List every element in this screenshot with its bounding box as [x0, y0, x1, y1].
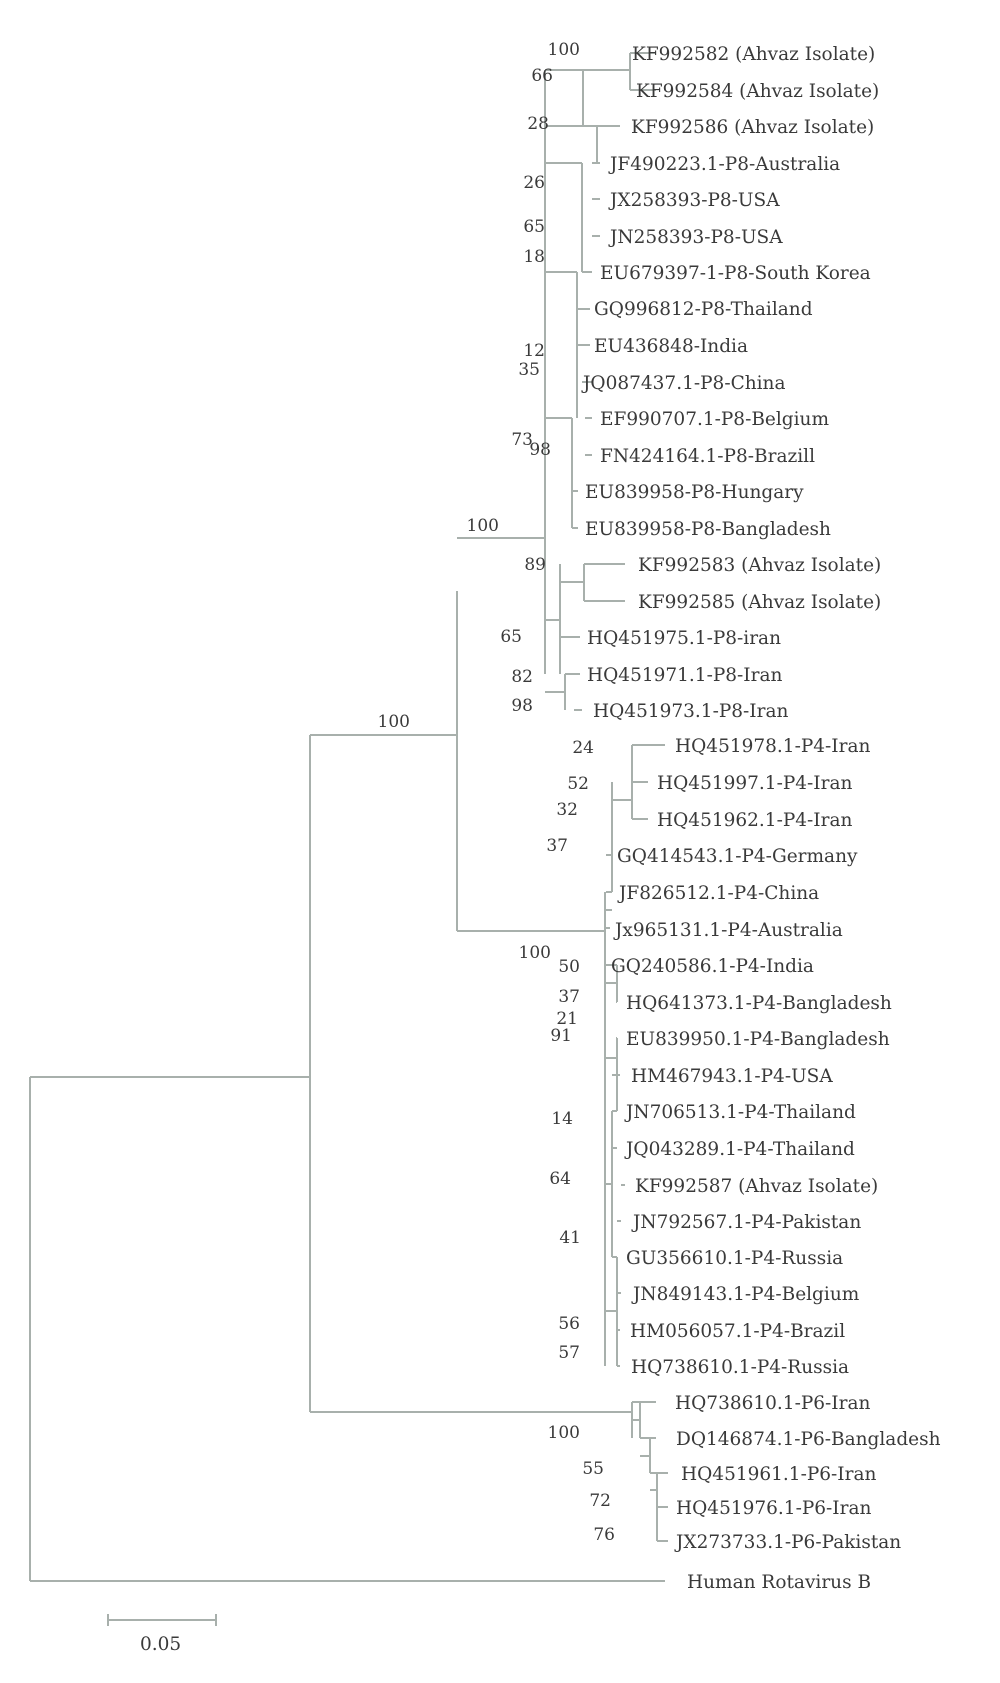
scale-bar — [108, 1614, 216, 1655]
taxon-label: JN706513.1-P4-Thailand — [626, 1102, 856, 1123]
taxon-label: HQ451971.1-P8-Iran — [587, 665, 783, 686]
bootstrap-value: 64 — [549, 1169, 571, 1189]
bootstrap-value: 24 — [572, 738, 594, 758]
taxon-label: GU356610.1-P4-Russia — [626, 1248, 844, 1269]
bootstrap-value: 12 — [523, 341, 545, 361]
bootstrap-value: 32 — [556, 800, 578, 820]
taxon-label: JF490223.1-P8-Australia — [610, 154, 841, 175]
taxon-label: KF992585 (Ahvaz Isolate) — [638, 592, 882, 613]
bootstrap-value: 21 — [556, 1009, 578, 1029]
taxon-label: HQ641373.1-P4-Bangladesh — [626, 993, 892, 1014]
taxon-label: HQ451976.1-P6-Iran — [676, 1498, 872, 1519]
bootstrap-value: 37 — [558, 987, 580, 1007]
bootstrap-value: 37 — [546, 836, 568, 856]
bootstrap-value: 82 — [511, 667, 533, 687]
taxon-label: HM056057.1-P4-Brazil — [630, 1321, 846, 1342]
bootstrap-value: 76 — [593, 1525, 615, 1545]
taxon-label: HQ451961.1-P6-Iran — [681, 1464, 877, 1485]
bootstrap-value: 100 — [518, 943, 551, 963]
bootstrap-value: 14 — [551, 1109, 573, 1129]
taxon-label: GQ414543.1-P4-Germany — [617, 846, 858, 867]
taxon-label: KF992583 (Ahvaz Isolate) — [638, 555, 882, 576]
bootstrap-value: 56 — [558, 1314, 580, 1334]
bootstrap-value: 98 — [511, 696, 533, 716]
bootstrap-value: 100 — [466, 516, 499, 536]
bootstrap-value: 28 — [527, 114, 549, 134]
taxon-label: HQ451978.1-P4-Iran — [675, 736, 871, 757]
taxon-label: HQ738610.1-P6-Iran — [675, 1393, 871, 1414]
taxon-label: HQ451973.1-P8-Iran — [593, 701, 789, 722]
taxon-label: JN258393-P8-USA — [610, 227, 783, 248]
bootstrap-value: 35 — [518, 360, 540, 380]
taxon-label: JX273733.1-P6-Pakistan — [676, 1532, 902, 1553]
bootstrap-value: 100 — [547, 1423, 580, 1443]
taxon-label: JQ043289.1-P4-Thailand — [626, 1139, 855, 1160]
taxon-label: HM467943.1-P4-USA — [631, 1066, 833, 1087]
bootstrap-value: 100 — [547, 40, 580, 60]
taxon-label: JF826512.1-P4-China — [619, 883, 820, 904]
taxon-label: EU839950.1-P4-Bangladesh — [626, 1029, 890, 1050]
taxon-label: JQ087437.1-P8-China — [583, 373, 786, 394]
taxon-label: EU839958-P8-Bangladesh — [585, 519, 831, 540]
bootstrap-value: 55 — [582, 1459, 604, 1479]
bootstrap-value: 91 — [550, 1026, 572, 1046]
taxon-label: DQ146874.1-P6-Bangladesh — [676, 1429, 941, 1450]
bootstrap-value: 89 — [524, 555, 546, 575]
taxon-label: EU839958-P8-Hungary — [585, 482, 804, 503]
taxon-label: JX258393-P8-USA — [610, 190, 780, 211]
bootstrap-value: 66 — [531, 66, 553, 86]
taxon-label: JN792567.1-P4-Pakistan — [633, 1212, 862, 1233]
bootstrap-value: 57 — [558, 1343, 580, 1363]
taxon-label: HQ738610.1-P4-Russia — [631, 1357, 850, 1378]
bootstrap-value: 65 — [523, 217, 545, 237]
bootstrap-value: 65 — [500, 627, 522, 647]
taxon-label: KF992584 (Ahvaz Isolate) — [636, 81, 880, 102]
taxon-label: KF992586 (Ahvaz Isolate) — [631, 117, 875, 138]
taxon-label: Jx965131.1-P4-Australia — [615, 920, 843, 941]
taxon-label: HQ451975.1-P8-iran — [587, 628, 781, 649]
taxon-label: HQ451962.1-P4-Iran — [657, 810, 853, 831]
bootstrap-value: 72 — [589, 1491, 611, 1511]
bootstrap-value: 98 — [529, 440, 551, 460]
scale-bar-label: 0.05 — [140, 1634, 182, 1655]
taxon-label: KF992582 (Ahvaz Isolate) — [632, 44, 876, 65]
taxon-label: KF992587 (Ahvaz Isolate) — [635, 1176, 879, 1197]
bootstrap-value: 73 — [511, 430, 533, 450]
bootstrap-value: 52 — [567, 774, 589, 794]
taxon-label: EU436848-India — [594, 336, 748, 357]
bootstrap-value: 18 — [523, 247, 545, 267]
bootstrap-value: 50 — [558, 957, 580, 977]
bootstrap-value: 41 — [559, 1228, 581, 1248]
taxon-label: Human Rotavirus B — [687, 1572, 872, 1593]
taxon-label: HQ451997.1-P4-Iran — [657, 773, 853, 794]
taxon-label: FN424164.1-P8-Brazill — [600, 446, 815, 467]
bootstrap-labels — [378, 40, 615, 1545]
taxon-label: EU679397-1-P8-South Korea — [600, 263, 871, 284]
taxon-label: EF990707.1-P8-Belgium — [600, 409, 830, 430]
taxon-label: JN849143.1-P4-Belgium — [633, 1284, 860, 1305]
taxon-label: GQ240586.1-P4-India — [611, 956, 814, 977]
bootstrap-value: 100 — [377, 712, 410, 732]
taxon-label: GQ996812-P8-Thailand — [594, 299, 813, 320]
bootstrap-value: 26 — [523, 173, 545, 193]
